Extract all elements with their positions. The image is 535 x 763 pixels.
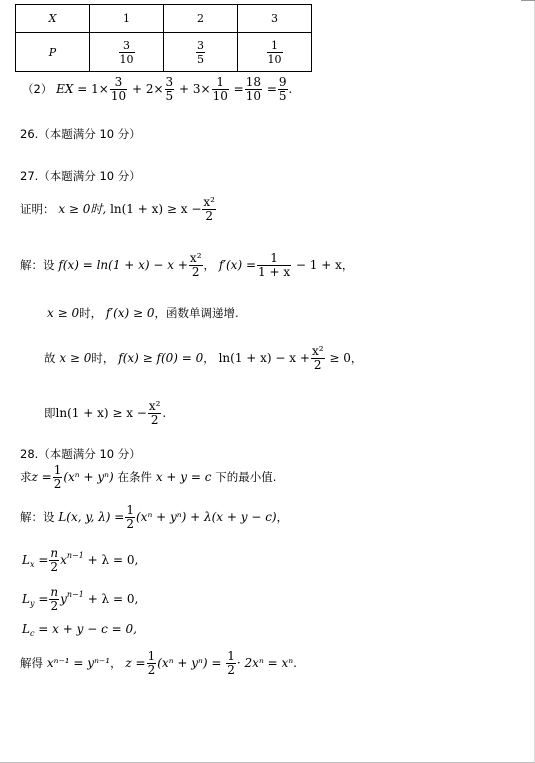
solution-label: 解：设 bbox=[20, 510, 55, 524]
table-cell: 3 bbox=[238, 5, 312, 33]
math-text: z = bbox=[125, 656, 146, 670]
solution-line: 即ln(1 + x) ≥ x − $\frac{\text{x²}}{2}$ . bbox=[44, 399, 167, 427]
equation-lc: $L_c = x + y - c = 0$, bbox=[22, 622, 137, 638]
math-text: ≥ 0 bbox=[329, 351, 351, 365]
math-text: f′(x) ≥ 0 bbox=[105, 306, 155, 320]
table-cell bbox=[90, 33, 164, 72]
table-header-x: X bbox=[16, 5, 90, 33]
table-cell bbox=[164, 33, 238, 72]
prove-label: 证明： bbox=[20, 202, 55, 216]
math-text: x + y = c bbox=[155, 470, 212, 484]
task-statement: 求z = $\frac{1}{2}$ (xⁿ + yⁿ) 在条件 x + y = c 下的最小值. bbox=[20, 463, 277, 491]
fraction: $\frac{3}{10}$ bbox=[110, 75, 127, 103]
math-text: f′(x) = bbox=[218, 258, 256, 272]
fraction bbox=[196, 39, 205, 66]
math-text: ln(1 + x) ≥ x − bbox=[55, 406, 147, 420]
numerator: 1 bbox=[267, 39, 283, 53]
math-text: (xⁿ + yⁿ) bbox=[63, 470, 114, 484]
math-text: = bbox=[266, 82, 277, 96]
numerator: 3 bbox=[197, 38, 204, 52]
fraction: $\frac{\text{x²}}{2}$ bbox=[311, 344, 324, 372]
distribution-table bbox=[15, 4, 312, 72]
math-text: f(x) = ln(1 + x) − x + bbox=[58, 258, 188, 272]
prove-statement bbox=[20, 196, 217, 223]
numerator: 3 bbox=[119, 39, 135, 53]
math-text: z = bbox=[31, 470, 52, 484]
math-text: (xⁿ + yⁿ) = bbox=[157, 656, 222, 670]
fraction bbox=[119, 39, 135, 66]
expectation-line: （2） EX = 1× $\frac{3}{10}$ + 2× $\frac{3}{5}$ + 3× $\frac{1}{10}$ = $\frac{18}{10}$ = $\frac{9}{5}$ . bbox=[22, 75, 293, 103]
math-text: L(x, y, λ) = bbox=[58, 510, 125, 524]
fraction bbox=[267, 39, 283, 66]
table-row bbox=[16, 33, 312, 72]
fraction: $\frac{9}{5}$ bbox=[278, 75, 287, 103]
fraction: $\frac{1}{2}$ bbox=[126, 503, 134, 531]
math-text: · 2xⁿ = xⁿ bbox=[236, 656, 294, 670]
math-text: = 1× bbox=[77, 82, 109, 96]
math-text: (xⁿ + yⁿ) + λ(x + y − c) bbox=[136, 510, 277, 524]
math-text: f(x) ≥ f(0) = 0 bbox=[118, 351, 204, 365]
table-row bbox=[16, 5, 312, 33]
solution-line: 解：设 f(x) = ln(1 + x) − x + $\frac{\text{x²}}{2}$ ， f′(x) = $\frac{1}{1 + x}$ − 1 + x， bbox=[20, 251, 354, 279]
math-text: x ≥ 0时, bbox=[58, 202, 107, 216]
fraction: $\frac{\text{x²}}{2}$ bbox=[148, 399, 161, 427]
math-text: x ≥ 0 bbox=[47, 306, 80, 320]
fraction: $\frac{n}{2}$ bbox=[50, 585, 59, 613]
solution-label: 解：设 bbox=[20, 258, 55, 272]
table-cell bbox=[238, 33, 312, 72]
fraction: $\frac{n}{2}$ bbox=[50, 546, 59, 574]
table-cell: 1 bbox=[90, 5, 164, 33]
fraction: $\frac{1}{2}$ bbox=[227, 649, 235, 677]
fraction: $\frac{18}{10}$ bbox=[245, 75, 262, 103]
math-text: x ≥ 0 bbox=[59, 351, 92, 365]
part-label: （2） bbox=[22, 82, 53, 96]
equation-ly: $L_y$ = $\frac{n}{2}$ $y^{n-1} + \lambda = 0$, bbox=[22, 585, 139, 613]
math-text: xⁿ⁻¹ = yⁿ⁻¹ bbox=[46, 656, 111, 670]
denominator: 5 bbox=[197, 52, 204, 66]
solution-line: 解：设 L(x, y, λ) = $\frac{1}{2}$ (xⁿ + yⁿ) + λ(x + y − c)， bbox=[20, 503, 289, 531]
heading-26: 26.（本题满分 10 分） bbox=[20, 127, 141, 141]
math-text: ln(1 + x) − x + bbox=[218, 351, 310, 365]
fraction: $\frac{1}{10}$ bbox=[212, 75, 228, 103]
math-text: − 1 + x bbox=[295, 258, 342, 272]
fraction: $\frac{1}{2}$ bbox=[147, 649, 156, 677]
solution-line: x ≥ 0时， f′(x) ≥ 0，函数单调递增. bbox=[47, 306, 239, 320]
equation-lx: $L_x$ = $\frac{n}{2}$ $x^{n-1} + \lambda = 0$, bbox=[22, 546, 139, 574]
solution-line: 故 x ≥ 0时， f(x) ≥ f(0) = 0， ln(1 + x) − x + $\frac{\text{x²}}{2}$ ≥ 0， bbox=[44, 344, 363, 372]
fraction: $\frac{1}{2}$ bbox=[53, 463, 62, 491]
denominator: 10 bbox=[119, 52, 134, 66]
math-text: EX bbox=[56, 82, 74, 96]
heading-28: 28.（本题满分 10 分） bbox=[20, 447, 141, 461]
math-text: + 3× bbox=[179, 82, 211, 96]
fraction: $\frac{\text{x²}}{2}$ bbox=[203, 195, 215, 223]
fraction: $\frac{\text{x²}}{2}$ bbox=[189, 251, 202, 279]
fraction: $\frac{1}{1 + x}$ bbox=[258, 251, 291, 279]
final-answer: 解得 xⁿ⁻¹ = yⁿ⁻¹， z = $\frac{1}{2}$ (xⁿ + yⁿ) = $\frac{1}{2}$ · 2xⁿ = xⁿ. bbox=[20, 649, 297, 677]
table-cell: 2 bbox=[164, 5, 238, 33]
math-text: ln(1 + x) ≥ x − bbox=[110, 202, 202, 216]
table-header-p: P bbox=[16, 33, 90, 72]
corner-mark bbox=[521, 0, 535, 1]
math-text: = bbox=[233, 82, 244, 96]
heading-27: 27.（本题满分 10 分） bbox=[20, 169, 141, 183]
fraction: $\frac{3}{5}$ bbox=[165, 75, 174, 103]
math-text: + 2× bbox=[131, 82, 164, 96]
denominator: 10 bbox=[267, 52, 282, 66]
